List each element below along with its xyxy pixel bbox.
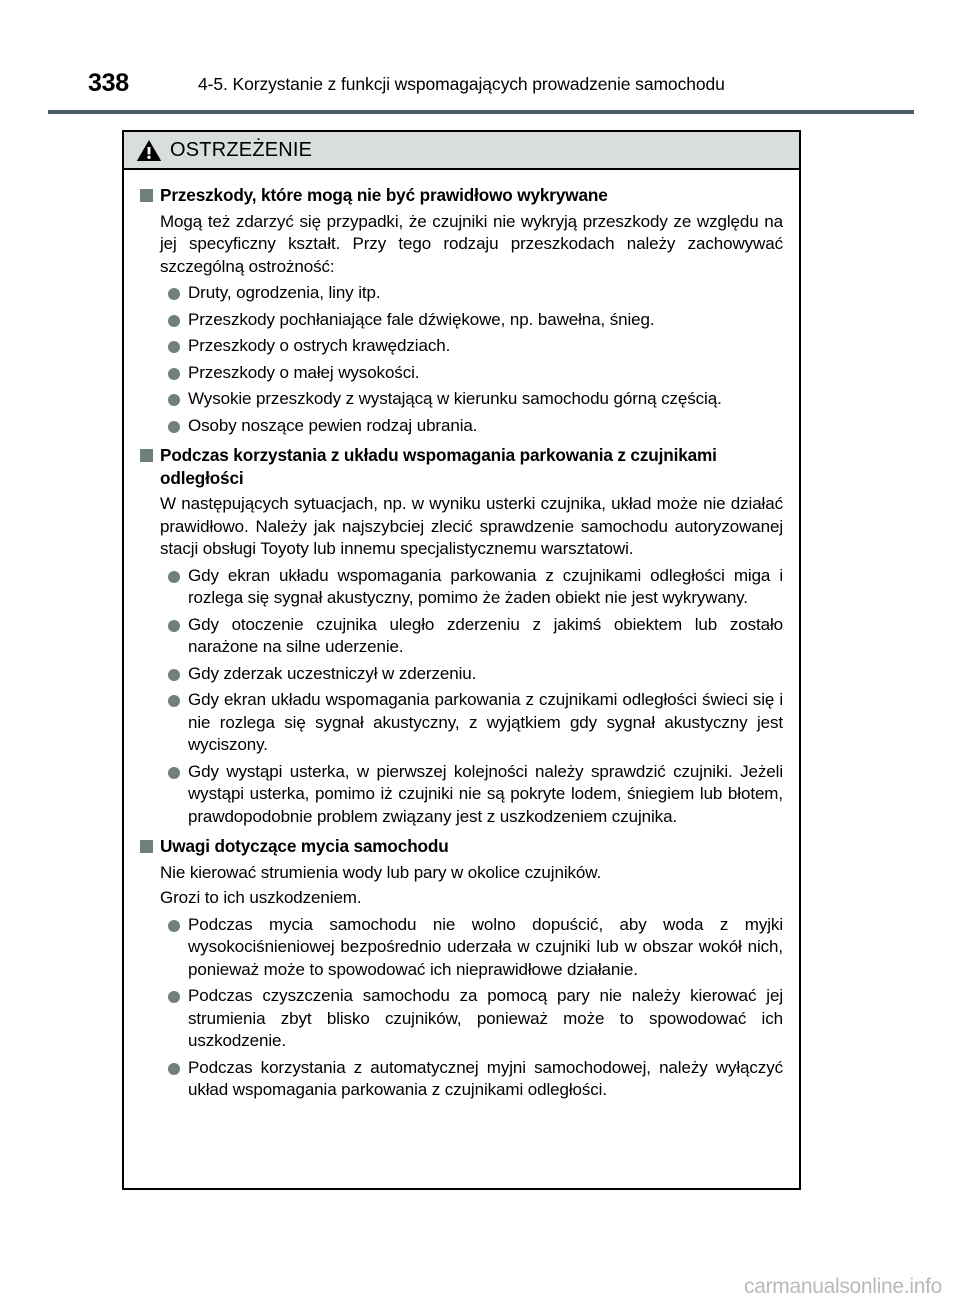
list-item bbox=[168, 614, 783, 659]
list-item bbox=[168, 985, 783, 1053]
round-bullet-icon bbox=[168, 1063, 180, 1075]
list-item bbox=[168, 388, 783, 411]
page-number: 338 bbox=[88, 69, 129, 97]
list-item bbox=[168, 565, 783, 610]
round-bullet-icon bbox=[168, 288, 180, 300]
list-item bbox=[168, 689, 783, 757]
list-item-text: Wysokie przeszkody z wystającą w kierunku samochodu górną częścią. bbox=[188, 389, 722, 408]
warning-box-body bbox=[124, 170, 799, 1120]
square-bullet-icon bbox=[140, 189, 153, 202]
section-paragraph: Nie kierować strumienia wody lub pary w okolice czujników. bbox=[160, 862, 602, 882]
section-heading-text: Podczas korzystania z układu wspomagania parkowania z czujnikami odległości bbox=[160, 445, 717, 488]
page-title: 4-5. Korzystanie z funkcji wspomagających prowadzenie samochodu bbox=[198, 74, 725, 94]
header-divider bbox=[48, 110, 914, 114]
list-item bbox=[168, 663, 783, 686]
list-item bbox=[168, 914, 783, 982]
round-bullet-icon bbox=[168, 620, 180, 632]
list-item bbox=[168, 309, 783, 332]
page-header bbox=[0, 68, 960, 104]
list-item bbox=[168, 415, 783, 438]
warning-box bbox=[122, 130, 801, 1190]
round-bullet-icon bbox=[168, 991, 180, 1003]
section-heading bbox=[140, 835, 783, 858]
section-heading-text: Przeszkody, które mogą nie być prawidłowo wykrywane bbox=[160, 185, 608, 205]
list-item-text: Gdy wystąpi usterka, w pierwszej kolejności należy sprawdzić czujniki. Jeżeli wystąpi usterka, pomimo iż czujniki nie są pokryte lodem, śniegiem lub błotem, prawdopodobnie problem związany jest z uszkodzeniem czujnika. bbox=[188, 761, 783, 826]
list-item-text: Przeszkody pochłaniające fale dźwiękowe, np. bawełna, śnieg. bbox=[188, 309, 655, 329]
section-heading-text: Uwagi dotyczące mycia samochodu bbox=[160, 836, 449, 856]
list-item-text: Podczas czyszczenia samochodu za pomocą pary nie należy kierować jej strumienia zbyt blisko czujników, ponieważ może to spowodować ich uszkodzenie. bbox=[188, 986, 783, 1050]
list-item bbox=[168, 335, 783, 358]
round-bullet-icon bbox=[168, 421, 180, 433]
list-item-text: Gdy ekran układu wspomagania parkowania z czujnikami odległości świeci się i nie rozlega się sygnał akustyczny, z wyjątkiem gdy sygnał akustyczny jest wyciszony. bbox=[188, 690, 783, 754]
round-bullet-icon bbox=[168, 394, 180, 406]
list-item-text: Osoby noszące pewien rodzaj ubrania. bbox=[188, 415, 478, 435]
list-item-text: Gdy otoczenie czujnika uległo zderzeniu z jakimś obiektem lub zostało narażone na silne uderzenie. bbox=[188, 614, 783, 656]
list-item-text: Podczas korzystania z automatycznej myjni samochodowej, należy wyłączyć układ wspomagania parkowania z czujnikami odległości. bbox=[188, 1057, 783, 1099]
warning-triangle-icon bbox=[136, 139, 162, 162]
list-item bbox=[168, 1057, 783, 1102]
list-item bbox=[168, 761, 783, 829]
list-item-text: Przeszkody o ostrych krawędziach. bbox=[188, 336, 451, 355]
square-bullet-icon bbox=[140, 840, 153, 853]
list-item-text: Druty, ogrodzenia, liny itp. bbox=[188, 283, 381, 302]
round-bullet-icon bbox=[168, 695, 180, 707]
round-bullet-icon bbox=[168, 669, 180, 681]
list-item bbox=[168, 282, 783, 305]
warning-box-header bbox=[124, 132, 799, 170]
section-heading bbox=[140, 444, 783, 489]
round-bullet-icon bbox=[168, 368, 180, 380]
section-paragraph: W następujących sytuacjach, np. w wyniku usterki czujnika, układ może nie działać prawidłowo. Należy jak najszybciej zlecić sprawdzenie samochodu autoryzowanej stacji obsługi Toyoty lub innemu specjalistycznemu warsztatowi. bbox=[160, 494, 783, 558]
section-heading bbox=[140, 184, 783, 207]
round-bullet-icon bbox=[168, 767, 180, 779]
list-item-text: Podczas mycia samochodu nie wolno dopuścić, aby woda z myjki wysokociśnieniowej bezpośrednio uderzała w czujniki lub w obszar wokół nich, ponieważ może to spowodować ich nieprawidłowe działanie. bbox=[188, 914, 783, 979]
round-bullet-icon bbox=[168, 571, 180, 583]
round-bullet-icon bbox=[168, 341, 180, 353]
list-item-text: Przeszkody o małej wysokości. bbox=[188, 362, 420, 382]
section-paragraph: Grozi to ich uszkodzeniem. bbox=[160, 888, 362, 907]
warning-box-title: OSTRZEŻENIE bbox=[170, 139, 313, 161]
list-item-text: Gdy zderzak uczestniczył w zderzeniu. bbox=[188, 663, 477, 683]
site-watermark: carmanualsonline.info bbox=[744, 1275, 942, 1298]
list-item bbox=[168, 362, 783, 385]
round-bullet-icon bbox=[168, 315, 180, 327]
section-paragraph: Mogą też zdarzyć się przypadki, że czujniki nie wykryją przeszkody ze względu na jej specyficzny kształt. Przy tego rodzaju przeszkodach należy zachowywać szczególną ostrożność: bbox=[160, 211, 783, 276]
list-item-text: Gdy ekran układu wspomagania parkowania z czujnikami odległości miga i rozlega się sygnał akustyczny, pomimo że żaden obiekt nie jest wykrywany. bbox=[188, 565, 783, 607]
round-bullet-icon bbox=[168, 920, 180, 932]
square-bullet-icon bbox=[140, 449, 153, 462]
